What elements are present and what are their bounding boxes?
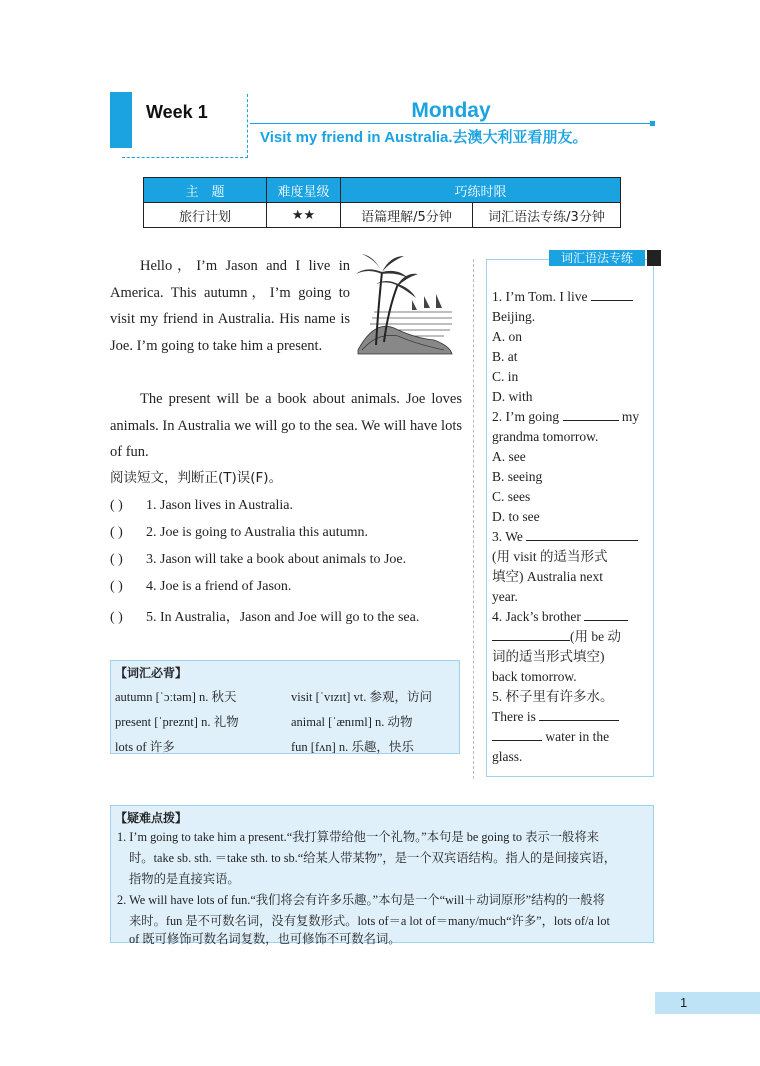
question-4-stem: 4. Jack’s brother (492, 609, 581, 624)
tf-item-4 (110, 579, 291, 595)
lesson-subtitle: Visit my friend in Australia.去澳大利亚看朋友。 (260, 129, 588, 146)
vocab-item: present [ˈpreznt] n. 礼物 (115, 715, 239, 729)
tf-item-3 (110, 552, 406, 568)
option-c[interactable]: C. in (492, 369, 519, 384)
beach-palm-illustration (354, 250, 454, 358)
difficulty-line: 时。take sb. sth. ＝take sth. to sb.“给某人带某物”，是一个双宾语结构。指人的是间接宾语， (129, 851, 617, 865)
question-4-hint: (用 be 动 (570, 629, 621, 644)
answer-blank[interactable] (526, 527, 638, 541)
difficulty-line: 来时。fun 是不可数名词，没有复数形式。lots of＝a lot of＝many/much“许多”，lots of/a lot (129, 914, 610, 928)
exercise-line (492, 407, 639, 427)
info-table-row (144, 203, 621, 228)
day-title: Monday (411, 99, 491, 122)
exercise-line: glass. (492, 749, 523, 764)
week-label: Week 1 (146, 102, 208, 122)
answer-blank[interactable]: ( ) (110, 610, 123, 625)
question-5-stem-end: water in the (545, 729, 610, 744)
header-topic: 主 题 (144, 178, 267, 203)
exercise-line: back tomorrow. (492, 669, 577, 684)
column-divider (473, 259, 474, 779)
answer-blank[interactable] (539, 707, 619, 721)
option-a[interactable]: A. on (492, 329, 522, 344)
question-2-stem-end: my (621, 409, 640, 424)
question-3-stem: 3. We (492, 529, 523, 544)
vocab-box (110, 660, 460, 754)
header-accent-bar (110, 92, 132, 148)
tf-statement: 2. Joe is going to Australia this autumn. (146, 525, 369, 540)
answer-blank[interactable]: ( ) (110, 498, 123, 513)
vocab-item: visit [ˈvɪzɪt] vt. 参观，访问 (291, 690, 432, 704)
option-c[interactable]: C. sees (492, 489, 531, 504)
exercise-line (492, 527, 638, 547)
time-grammar-cell: 词汇语法专练/3分钟 (473, 203, 621, 228)
vocab-item: autumn [ˈɔːtəm] n. 秋天 (115, 690, 237, 704)
passage-p2-text: The present will be a book about animals. Joe loves animals. In Australia we will go to the sea. We will have lots of fun. (110, 391, 462, 461)
tf-item-2 (110, 525, 368, 541)
exercise-line: 5. 杯子里有许多水。 (492, 689, 614, 704)
question-2-stem: 2. I’m going (492, 409, 560, 424)
exercise-line (492, 287, 633, 307)
info-table-header-row (144, 178, 621, 203)
answer-blank[interactable] (492, 727, 542, 741)
tag-corner-square (647, 250, 661, 266)
difficulty-box (110, 805, 654, 946)
page-number: 1 (680, 995, 688, 1010)
exercise-line (492, 707, 619, 727)
topic-cell: 旅行计划 (144, 203, 267, 228)
header-difficulty: 难度星级 (267, 178, 341, 203)
vocab-title: 【词汇必背】 (115, 666, 188, 680)
exercise-line (492, 727, 609, 747)
header-divider-dot (650, 121, 655, 126)
vocab-item: fun [fʌn] n. 乐趣，快乐 (291, 740, 414, 754)
grammar-exercise-tag: 词汇语法专练 (549, 250, 645, 266)
info-table (143, 177, 621, 228)
option-d[interactable]: D. to see (492, 509, 540, 524)
exercise-line: year. (492, 589, 518, 604)
answer-blank[interactable] (584, 607, 628, 621)
question-1-stem: 1. I’m Tom. I live (492, 289, 588, 304)
page-number-bar (655, 992, 760, 1014)
exercise-line: Beijing. (492, 309, 536, 324)
answer-blank[interactable]: ( ) (110, 525, 123, 540)
passage-paragraph-2 (110, 386, 462, 466)
option-b[interactable]: B. at (492, 349, 518, 364)
tf-statement: 5. In Australia，Jason and Joe will go to the sea. (146, 610, 420, 625)
exercise-line: (用 visit 的适当形式 (492, 549, 608, 564)
answer-blank[interactable] (591, 287, 633, 301)
passage-paragraph-1 (110, 253, 350, 360)
tf-statement: 3. Jason will take a book about animals to Joe. (146, 552, 407, 567)
difficulty-line: 2. We will have lots of fun.“我们将会有许多乐趣。”本句是一个“will＋动词原形”结构的一般将 (117, 893, 605, 907)
answer-blank[interactable]: ( ) (110, 552, 123, 567)
stars-cell: ★★ (267, 203, 341, 228)
option-d[interactable]: D. with (492, 389, 533, 404)
difficulty-line: 1. I’m going to take him a present.“我打算带给他一个礼物。”本句是 be going to 表示一般将来 (117, 830, 599, 844)
passage-p1-text: Hello，I’m Jason and I live in America. This autumn，I’m going to visit my friend in Australia. His name is Joe. I’m going to take him a present. (110, 258, 350, 355)
header-time-limit: 巧练时限 (341, 178, 621, 203)
answer-blank[interactable]: ( ) (110, 579, 123, 594)
exercise-line (492, 627, 621, 647)
difficulty-line: of 既可修饰可数名词复数，也可修饰不可数名词。 (129, 932, 401, 946)
exercise-line: 词的适当形式填空) (492, 649, 605, 664)
answer-blank[interactable] (563, 407, 619, 421)
exercise-line (492, 607, 628, 627)
vocab-item: lots of 许多 (115, 740, 175, 754)
tf-instruction: 阅读短文，判断正(T)误(F)。 (110, 470, 283, 486)
exercise-line: grandma tomorrow. (492, 429, 599, 444)
header-divider (250, 123, 652, 124)
option-b[interactable]: B. seeing (492, 469, 543, 484)
tf-item-1 (110, 498, 293, 514)
vocab-item: animal [ˈænɪml] n. 动物 (291, 715, 413, 729)
difficulty-title: 【疑难点拨】 (115, 811, 188, 825)
question-5-stem: There is (492, 709, 536, 724)
tf-statement: 1. Jason lives in Australia. (146, 498, 293, 513)
exercise-line: 填空) Australia next (492, 569, 603, 584)
tf-statement: 4. Joe is a friend of Jason. (146, 579, 292, 594)
time-reading-cell: 语篇理解/5分钟 (341, 203, 473, 228)
option-a[interactable]: A. see (492, 449, 526, 464)
difficulty-line: 指物的是直接宾语。 (129, 872, 240, 886)
answer-blank[interactable] (492, 627, 570, 641)
tf-item-5 (110, 606, 419, 626)
